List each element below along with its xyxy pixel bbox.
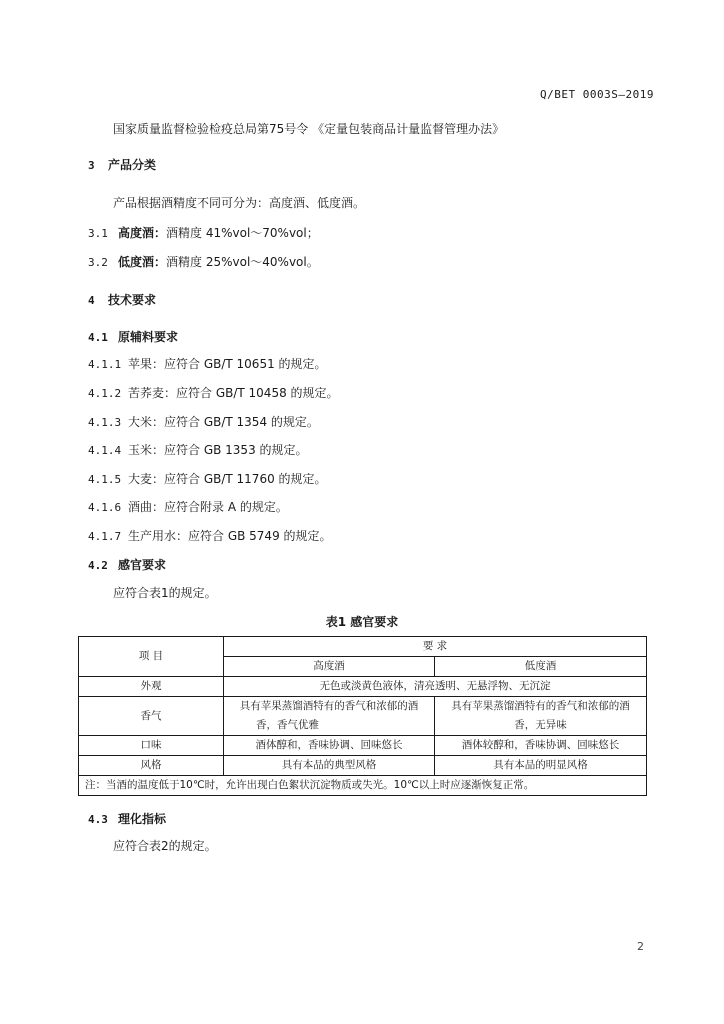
clause-4-1-1 bbox=[88, 355, 327, 372]
clause-text: 酒曲：应符合附录 A 的规定。 bbox=[128, 500, 288, 514]
row-item: 香气 bbox=[79, 697, 224, 736]
clause-number: 3.2 bbox=[88, 256, 108, 269]
clause-label: 低度酒： bbox=[118, 255, 167, 269]
reference-line: 国家质量监督检验检疫总局第75号令 《定量包装商品计量监督管理办法》 bbox=[113, 122, 505, 136]
section-number: 4.3 bbox=[88, 813, 108, 826]
clause-number: 4.1.5 bbox=[88, 473, 122, 486]
row-low-value: 具有本品的明显风格 bbox=[435, 756, 647, 776]
clause-4-1-6 bbox=[88, 498, 288, 515]
row-item: 外观 bbox=[79, 677, 224, 697]
section-number: 4.1 bbox=[88, 331, 108, 344]
section-4-1-heading bbox=[88, 328, 178, 345]
sensory-requirements-table bbox=[78, 636, 647, 796]
row-high-value: 酒体醇和，香味协调、回味悠长 bbox=[224, 736, 435, 756]
header-requirement: 要 求 bbox=[224, 637, 647, 657]
row-item: 风格 bbox=[79, 756, 224, 776]
document-code: Q/BET 0003S—2019 bbox=[540, 88, 654, 101]
row-high-value: 具有本品的典型风格 bbox=[224, 756, 435, 776]
clause-number: 4.1.3 bbox=[88, 416, 122, 429]
table-1-caption: 表1 感官要求 bbox=[325, 615, 399, 629]
table-note: 注：当酒的温度低于10℃时，允许出现白色絮状沉淀物质或失光。10℃以上时应逐渐恢复正常。 bbox=[79, 776, 647, 796]
clause-4-1-4 bbox=[88, 441, 308, 458]
clause-text: 玉米：应符合 GB 1353 的规定。 bbox=[128, 443, 308, 457]
clause-3-2 bbox=[88, 253, 319, 270]
clause-3-1 bbox=[88, 224, 319, 241]
section-4-3-text: 应符合表2的规定。 bbox=[113, 839, 217, 853]
clause-4-1-3 bbox=[88, 413, 319, 430]
clause-4-1-5 bbox=[88, 470, 327, 487]
page-number: 2 bbox=[637, 940, 644, 953]
clause-number: 3.1 bbox=[88, 227, 108, 240]
clause-text: 酒精度 41%vol～70%vol； bbox=[166, 226, 319, 240]
section-number: 4.2 bbox=[88, 559, 108, 572]
clause-label: 高度酒： bbox=[118, 226, 167, 240]
section-4-3-heading bbox=[88, 810, 166, 827]
table-note-row bbox=[79, 776, 647, 796]
section-number: 3 bbox=[88, 159, 95, 172]
clause-number: 4.1.2 bbox=[88, 387, 122, 400]
clause-text: 生产用水：应符合 GB 5749 的规定。 bbox=[128, 529, 332, 543]
section-4-heading bbox=[88, 291, 156, 308]
cell-line: 香，无异味 bbox=[514, 719, 567, 731]
section-3-intro: 产品根据酒精度不同可分为：高度酒、低度酒。 bbox=[113, 196, 366, 210]
section-4-2-text: 应符合表1的规定。 bbox=[113, 586, 217, 600]
table-row bbox=[79, 677, 647, 697]
clause-number: 4.1.4 bbox=[88, 444, 122, 457]
row-item: 口味 bbox=[79, 736, 224, 756]
section-title: 感官要求 bbox=[118, 558, 167, 572]
section-number: 4 bbox=[88, 294, 95, 307]
clause-4-1-2 bbox=[88, 384, 339, 401]
section-title: 理化指标 bbox=[118, 812, 167, 826]
header-low-alcohol: 低度酒 bbox=[435, 657, 647, 677]
clause-text: 苦荞麦：应符合 GB/T 10458 的规定。 bbox=[128, 386, 339, 400]
clause-number: 4.1.1 bbox=[88, 358, 122, 371]
clause-text: 苹果：应符合 GB/T 10651 的规定。 bbox=[128, 357, 327, 371]
section-title: 技术要求 bbox=[108, 293, 157, 307]
row-low-value: 酒体较醇和，香味协调、回味悠长 bbox=[435, 736, 647, 756]
header-high-alcohol: 高度酒 bbox=[224, 657, 435, 677]
cell-line: 具有苹果蒸馏酒特有的香气和浓郁的酒 bbox=[451, 700, 630, 712]
clause-text: 酒精度 25%vol～40%vol。 bbox=[166, 255, 319, 269]
section-4-2-heading bbox=[88, 556, 166, 573]
clause-text: 大麦：应符合 GB/T 11760 的规定。 bbox=[128, 472, 327, 486]
table-row bbox=[79, 736, 647, 756]
row-low-value bbox=[435, 697, 647, 736]
row-merged-value: 无色或淡黄色液体，清亮透明、无悬浮物、无沉淀 bbox=[224, 677, 647, 697]
cell-line: 香，香气优雅 bbox=[256, 719, 319, 731]
section-title: 产品分类 bbox=[108, 158, 157, 172]
clause-text: 大米：应符合 GB/T 1354 的规定。 bbox=[128, 415, 319, 429]
table-header-row bbox=[79, 637, 647, 657]
cell-line: 具有苹果蒸馏酒特有的香气和浓郁的酒 bbox=[239, 700, 419, 712]
table-row bbox=[79, 697, 647, 736]
section-3-heading bbox=[88, 156, 156, 173]
row-high-value bbox=[224, 697, 435, 736]
clause-number: 4.1.7 bbox=[88, 530, 122, 543]
clause-4-1-7 bbox=[88, 527, 332, 544]
table-row bbox=[79, 756, 647, 776]
section-title: 原辅料要求 bbox=[118, 330, 179, 344]
header-item: 项 目 bbox=[79, 637, 224, 677]
clause-number: 4.1.6 bbox=[88, 501, 122, 514]
